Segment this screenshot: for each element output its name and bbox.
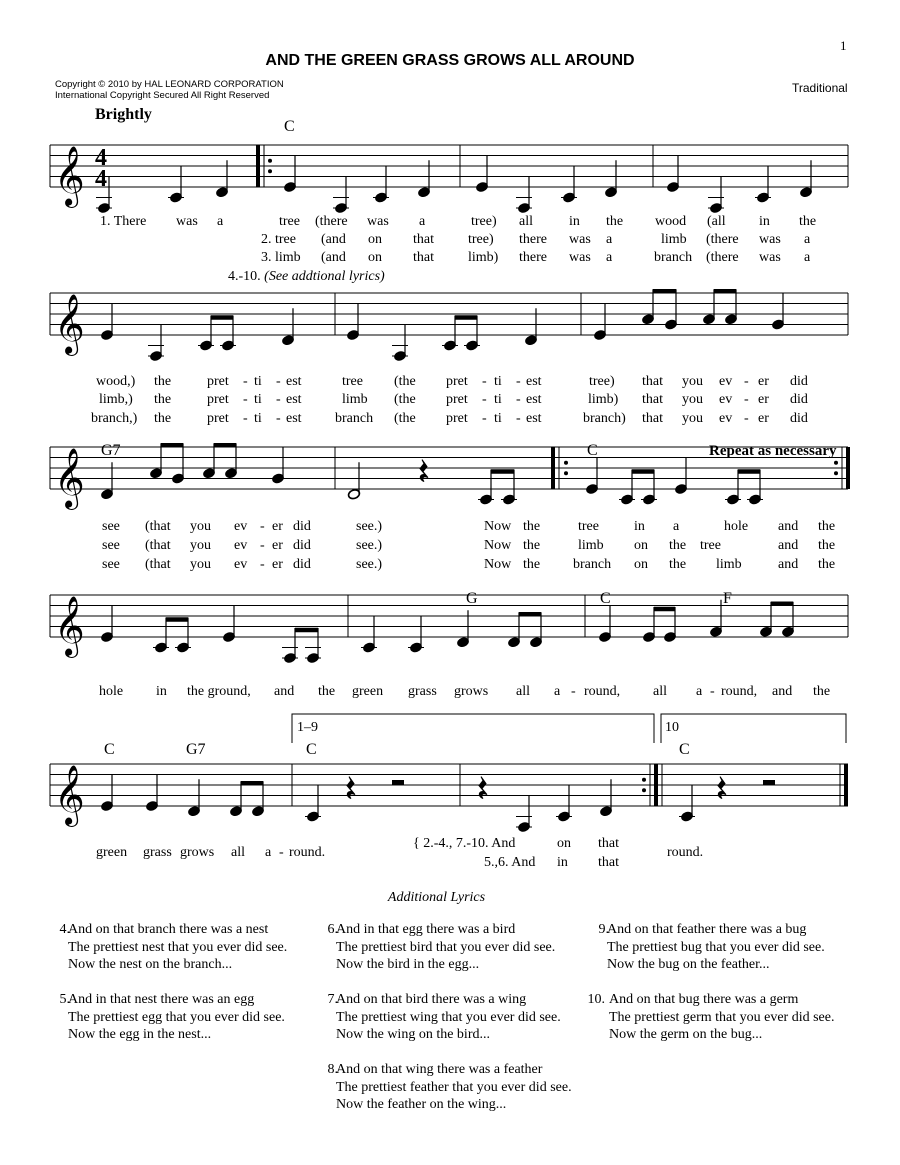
- lyric-syllable: there: [519, 250, 547, 265]
- lyric-syllable: a: [606, 250, 613, 265]
- lyric-syllable: ti: [254, 392, 262, 407]
- lyric-syllable: tree: [700, 538, 721, 553]
- chord-symbol: G: [466, 590, 478, 607]
- lyric-syllable: Now: [484, 557, 512, 572]
- lyric-syllable: green: [352, 684, 384, 699]
- lyric-syllable: and: [772, 684, 793, 699]
- lyric-syllable: tree: [279, 214, 300, 229]
- lyric-syllable: a: [673, 519, 680, 534]
- lyric-syllable: a: [554, 684, 561, 699]
- treble-clef: 𝄞: [54, 765, 85, 825]
- lyric-syllable: you: [190, 557, 211, 572]
- lyric-syllable: the: [154, 411, 172, 426]
- lyric-syllable: see.): [356, 519, 383, 534]
- lyric-syllable: (there: [315, 214, 348, 229]
- lyric-syllable: er: [758, 392, 769, 407]
- lyric-syllable: est: [526, 392, 542, 407]
- repeat-dot: [564, 471, 568, 475]
- lyric-syllable: (and: [321, 250, 346, 265]
- lyric-syllable: 1. There: [100, 214, 147, 229]
- lyric-syllable: round.: [667, 845, 704, 860]
- lyric-syllable: did: [790, 392, 808, 407]
- lyric-syllable: branch: [335, 411, 374, 426]
- lyric-syllable: er: [272, 519, 283, 534]
- chord-symbol: C: [587, 442, 598, 459]
- verse-note: (See addtional lyrics): [264, 269, 385, 284]
- half-rest: [763, 780, 775, 785]
- lyric-syllable: and: [778, 519, 799, 534]
- copyright-line-1: Copyright © 2010 by HAL LEONARD CORPORATION: [55, 79, 284, 90]
- chord-symbol: G7: [101, 442, 121, 459]
- verse-range: 4.-10.: [228, 269, 261, 284]
- lyric-syllable: ev: [719, 392, 733, 407]
- lyric-syllable: -: [516, 392, 521, 407]
- lyric-syllable: a: [606, 232, 613, 247]
- stanza-number: 6.: [327, 922, 338, 937]
- lyric-syllable: -: [260, 538, 265, 553]
- lyric-syllable: pret: [207, 374, 229, 389]
- lyric-syllable: round,: [584, 684, 621, 699]
- lyric-syllable: (the: [394, 392, 416, 407]
- stanza-line: The prettiest feather that you ever did see.: [336, 1079, 572, 1095]
- stanza-line: And on that bug there was a germ: [609, 992, 799, 1007]
- stanza-line: The prettiest bird that you ever did see.: [336, 939, 556, 955]
- lyric-syllable: there: [519, 232, 547, 247]
- lyric-syllable: the: [318, 684, 336, 699]
- lyric-syllable: pret: [207, 411, 229, 426]
- lyric-syllable: was: [176, 214, 198, 229]
- lyric-syllable: -: [243, 374, 248, 389]
- lyric-syllable: ti: [254, 374, 262, 389]
- lyric-syllable: -: [260, 557, 265, 572]
- lyric-syllable: Now: [484, 538, 512, 553]
- lyric-syllable: you: [682, 392, 703, 407]
- stanza-line: Now the egg in the nest...: [68, 1027, 212, 1042]
- lyric-syllable: branch: [573, 557, 612, 572]
- stanza-number: 9.: [598, 922, 609, 937]
- lyric-syllable: round,: [721, 684, 758, 699]
- lyric-syllable: ev: [234, 557, 248, 572]
- lyric-syllable: the: [606, 214, 624, 229]
- lyric-syllable: in: [759, 214, 770, 229]
- lyric-syllable: a: [804, 250, 811, 265]
- lyric-syllable: see: [102, 519, 120, 534]
- lyric-syllable: pret: [446, 374, 468, 389]
- lyric-syllable: -: [260, 519, 265, 534]
- lyric-syllable: the: [818, 557, 836, 572]
- lyric-syllable: (there: [706, 232, 739, 247]
- lyric-syllable: on: [557, 836, 571, 851]
- first-ending-label: 1–9: [297, 720, 318, 735]
- lyric-syllable: limb): [588, 392, 619, 407]
- lyric-syllable: wood,): [96, 374, 136, 389]
- lyric-syllable: and: [778, 557, 799, 572]
- lyric-syllable: was: [569, 232, 591, 247]
- lyric-syllable: tree): [471, 214, 497, 229]
- lyric-stanza: [587, 991, 835, 1044]
- lyric-syllable: branch): [583, 411, 626, 426]
- lyric-syllable: the: [669, 557, 687, 572]
- lyric-syllable: 3. limb: [261, 250, 301, 265]
- lyric-syllable: -: [571, 684, 576, 699]
- lyric-syllable: pret: [446, 392, 468, 407]
- stanza-line: And on that branch there was a nest: [68, 922, 269, 937]
- repeat-dot: [268, 159, 272, 163]
- chord-symbol: C: [104, 741, 115, 758]
- lyric-syllable: that: [598, 855, 619, 870]
- composer: Traditional: [792, 81, 848, 95]
- lyric-syllable: and: [778, 538, 799, 553]
- lyric-syllable: limb: [342, 392, 368, 407]
- stanza-number: 7.: [327, 992, 338, 1007]
- stanza-number: 8.: [327, 1062, 338, 1077]
- repeat-dot: [564, 461, 568, 465]
- lyric-syllable: limb: [716, 557, 742, 572]
- lyric-syllable: did: [293, 519, 311, 534]
- lyric-syllable: er: [272, 557, 283, 572]
- lyric-syllable: the: [818, 519, 836, 534]
- lyric-syllable: hole: [99, 684, 124, 699]
- lyric-syllable: ti: [494, 374, 502, 389]
- lyric-stanza: [320, 921, 555, 974]
- repeat-dot: [268, 169, 272, 173]
- first-ending-bracket: [292, 714, 654, 743]
- lyric-syllable: the: [154, 392, 172, 407]
- chord-symbol: C: [284, 118, 295, 135]
- lyric-syllable: did: [790, 411, 808, 426]
- lyric-syllable: 5.,6. And: [484, 855, 536, 870]
- lyric-syllable: on: [634, 538, 648, 553]
- lyric-syllable: grass: [143, 845, 172, 860]
- stanza-line: Now the feather on the wing...: [336, 1097, 507, 1112]
- stanza-line: And in that nest there was an egg: [68, 992, 255, 1007]
- lyric-syllable: round.: [289, 845, 326, 860]
- lyric-syllable: -: [710, 684, 715, 699]
- repeat-dot: [642, 788, 646, 792]
- lyric-syllable: was: [759, 250, 781, 265]
- page-number: 1: [840, 38, 847, 53]
- lyric-stanza: [320, 1061, 572, 1114]
- lyric-syllable: the: [154, 374, 172, 389]
- lyric-syllable: -: [744, 374, 749, 389]
- lyric-syllable: a: [696, 684, 703, 699]
- repeat-dot: [834, 471, 838, 475]
- lyric-syllable: see.): [356, 538, 383, 553]
- lyric-syllable: -: [744, 411, 749, 426]
- lyric-syllable: (the: [394, 374, 416, 389]
- lyric-syllable: ev: [719, 374, 733, 389]
- second-ending-bracket: [661, 714, 846, 743]
- stanza-line: The prettiest germ that you ever did see.: [609, 1009, 835, 1025]
- lyric-syllable: (that: [145, 538, 171, 553]
- lyric-stanza: [52, 991, 285, 1044]
- stanza-line: Now the nest on the branch...: [68, 957, 233, 972]
- lyric-syllable: did: [293, 538, 311, 553]
- lyric-syllable: the: [799, 214, 817, 229]
- lyric-syllable: green: [96, 845, 128, 860]
- lyric-syllable: grows: [180, 845, 215, 860]
- lyric-syllable: you: [682, 374, 703, 389]
- lyric-syllable: (all: [707, 214, 726, 229]
- lyric-syllable: you: [682, 411, 703, 426]
- lyric-syllable: was: [569, 250, 591, 265]
- lyric-syllable: the: [813, 684, 831, 699]
- stanza-line: Now the wing on the bird...: [336, 1027, 490, 1042]
- chord-symbol: C: [679, 741, 690, 758]
- lyric-syllable: tree: [342, 374, 363, 389]
- lyric-syllable: a: [804, 232, 811, 247]
- lyric-syllable: er: [758, 411, 769, 426]
- stanza-line: And on that feather there was a bug: [607, 922, 807, 937]
- lyric-syllable: est: [286, 374, 302, 389]
- lyric-syllable: all: [653, 684, 667, 699]
- lyric-syllable: est: [526, 374, 542, 389]
- treble-clef: 𝄞: [54, 146, 85, 206]
- lyric-syllable: tree: [578, 519, 599, 534]
- lyric-syllable: -: [243, 392, 248, 407]
- lyric-syllable: branch: [654, 250, 693, 265]
- lyric-syllable: hole: [724, 519, 749, 534]
- stanza-line: Now the bug on the feather...: [607, 957, 770, 972]
- repeat-instruction: Repeat as necessary: [709, 443, 837, 459]
- lyric-syllable: -: [276, 392, 281, 407]
- tempo-marking: Brightly: [95, 106, 152, 123]
- lyric-syllable: on: [368, 232, 382, 247]
- stanza-line: The prettiest wing that you ever did see.: [336, 1009, 561, 1025]
- lyric-syllable: a: [217, 214, 224, 229]
- lyric-syllable: { 2.-4., 7.-10. And: [413, 836, 516, 851]
- stanza-line: Now the germ on the bug...: [609, 1027, 763, 1042]
- lyric-stanza: [52, 921, 287, 974]
- repeat-dot: [834, 461, 838, 465]
- lyric-syllable: you: [190, 538, 211, 553]
- lyric-syllable: ti: [494, 411, 502, 426]
- lyric-stanza: [320, 991, 561, 1044]
- lyric-syllable: see: [102, 538, 120, 553]
- lyric-syllable: a: [419, 214, 426, 229]
- lyric-syllable: -: [516, 374, 521, 389]
- lyric-syllable: you: [190, 519, 211, 534]
- lyric-syllable: that: [413, 250, 434, 265]
- treble-clef: 𝄞: [54, 448, 85, 508]
- lyric-syllable: -: [744, 392, 749, 407]
- lyric-syllable: all: [516, 684, 530, 699]
- lyric-syllable: -: [482, 392, 487, 407]
- stanza-number: 5.: [59, 992, 70, 1007]
- chord-symbol: C: [306, 741, 317, 758]
- lyric-syllable: -: [279, 845, 284, 860]
- lyric-syllable: was: [759, 232, 781, 247]
- repeat-dot: [642, 778, 646, 782]
- additional-lyrics-title: Additional Lyrics: [387, 890, 486, 905]
- lyric-syllable: the: [523, 519, 541, 534]
- lyric-syllable: in: [557, 855, 568, 870]
- lyric-syllable: was: [367, 214, 389, 229]
- lyric-syllable: ev: [234, 538, 248, 553]
- lyric-syllable: did: [293, 557, 311, 572]
- lyric-syllable: (that: [145, 557, 171, 572]
- lyric-syllable: the ground,: [187, 684, 251, 699]
- stanza-line: The prettiest nest that you ever did see.: [68, 939, 288, 955]
- lyric-syllable: limb): [468, 250, 499, 265]
- lyric-syllable: (and: [321, 232, 346, 247]
- lyric-syllable: that: [598, 836, 619, 851]
- lyric-syllable: er: [758, 374, 769, 389]
- time-signature-top: 4: [95, 145, 107, 171]
- lyric-syllable: (the: [394, 411, 416, 426]
- lyric-syllable: on: [634, 557, 648, 572]
- lyric-syllable: the: [523, 557, 541, 572]
- lyric-syllable: ti: [494, 392, 502, 407]
- lyric-syllable: grows: [454, 684, 489, 699]
- lyric-syllable: all: [231, 845, 245, 860]
- lyric-syllable: limb,): [99, 392, 133, 407]
- lyric-syllable: a: [265, 845, 272, 860]
- lyric-syllable: ev: [234, 519, 248, 534]
- lyric-syllable: that: [413, 232, 434, 247]
- lyric-syllable: on: [368, 250, 382, 265]
- stanza-line: Now the bird in the egg...: [336, 957, 480, 972]
- lyric-syllable: grass: [408, 684, 437, 699]
- lyric-syllable: that: [642, 374, 663, 389]
- copyright-line-2: International Copyright Secured All Right Reserved: [55, 90, 270, 101]
- half-rest: [392, 780, 404, 785]
- lyric-syllable: see: [102, 557, 120, 572]
- lyric-syllable: ti: [254, 411, 262, 426]
- lyric-syllable: (that: [145, 519, 171, 534]
- lyric-syllable: est: [286, 392, 302, 407]
- stanza-line: And in that egg there was a bird: [336, 922, 516, 937]
- stanza-line: The prettiest bug that you ever did see.: [607, 939, 825, 955]
- lyric-syllable: 2. tree: [261, 232, 296, 247]
- treble-clef: 𝄞: [54, 596, 85, 656]
- stanza-line: The prettiest egg that you ever did see.: [68, 1009, 285, 1025]
- treble-clef: 𝄞: [54, 294, 85, 354]
- second-ending-label: 10: [665, 720, 679, 735]
- lyric-syllable: in: [156, 684, 167, 699]
- lyric-syllable: er: [272, 538, 283, 553]
- lyric-syllable: est: [286, 411, 302, 426]
- lyric-syllable: that: [642, 411, 663, 426]
- lyric-syllable: est: [526, 411, 542, 426]
- lyric-syllable: ev: [719, 411, 733, 426]
- stanza-number: 4.: [59, 922, 70, 937]
- song-title: AND THE GREEN GRASS GROWS ALL AROUND: [265, 52, 635, 69]
- lyric-syllable: the: [818, 538, 836, 553]
- lyric-syllable: in: [634, 519, 645, 534]
- lyric-syllable: limb: [578, 538, 604, 553]
- lyric-syllable: did: [790, 374, 808, 389]
- lyric-syllable: all: [519, 214, 533, 229]
- lyric-syllable: -: [243, 411, 248, 426]
- lyric-syllable: -: [276, 374, 281, 389]
- lyric-stanza: [591, 921, 825, 974]
- chord-symbol: C: [600, 590, 611, 607]
- lyric-syllable: -: [276, 411, 281, 426]
- lyric-syllable: branch,): [91, 411, 138, 426]
- stanza-line: And on that wing there was a feather: [336, 1062, 543, 1077]
- verse-label: [228, 269, 385, 285]
- time-signature-bottom: 4: [95, 166, 107, 192]
- lyric-syllable: in: [569, 214, 580, 229]
- stanza-line: And on that bird there was a wing: [336, 992, 527, 1007]
- lyric-syllable: that: [642, 392, 663, 407]
- lyric-syllable: see.): [356, 557, 383, 572]
- lyric-syllable: pret: [207, 392, 229, 407]
- lyric-syllable: tree): [589, 374, 615, 389]
- chord-symbol: F: [723, 590, 732, 607]
- lyric-syllable: wood: [655, 214, 687, 229]
- lyric-syllable: tree): [468, 232, 494, 247]
- lyric-syllable: the: [523, 538, 541, 553]
- lyric-syllable: -: [482, 411, 487, 426]
- lyric-syllable: -: [482, 374, 487, 389]
- lyric-syllable: and: [274, 684, 295, 699]
- lyric-syllable: pret: [446, 411, 468, 426]
- stanza-number: 10.: [587, 992, 605, 1007]
- lyric-syllable: limb: [661, 232, 687, 247]
- lyric-syllable: (there: [706, 250, 739, 265]
- lyric-syllable: -: [516, 411, 521, 426]
- chord-symbol: G7: [186, 741, 206, 758]
- lyric-syllable: Now: [484, 519, 512, 534]
- lyric-syllable: the: [669, 538, 687, 553]
